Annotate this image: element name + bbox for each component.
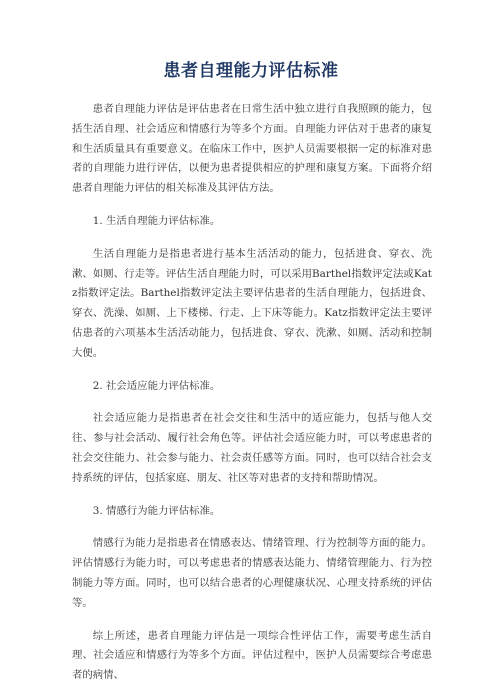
intro-paragraph: 患者自理能力评估是评估患者在日常生活中独立进行自我照顾的能力，包括生活自理、社会适应和情感行为等多个方面。自理能力评估对于患者的康复和生活质量具有重要意义。在临床工作中，医护人员需要根据一定的标准对患者的自理能力进行评估，以便为患者提供相应的护理和康复方案。下面将介绍患者自理能力评估的相关标准及其评估方法。 [72,103,432,195]
section-heading-1: 1. 生活自理能力评估标准。 [92,214,221,227]
section-paragraph-1: 生活自理能力是指患者进行基本生活活动的能力，包括进食、穿衣、洗漱、如厕、行走等。评估生活自理能力时，可以采用Barthel指数评定法或Katz指数评定法。Barthel指数评定法主要评估患者的生活自理能力，包括进食、穿衣、洗澡、如厕、上下楼梯、行走、上下床等能力。Katz指数评定法主要评估患者的六项基本生活活动能力，包括进食、穿衣、洗漱、如厕、活动和控制大便。 [72,247,432,359]
document-body [72,100,432,699]
document-title: 患者自理能力评估标准 [163,61,339,81]
section-heading-3: 3. 情感行为能力评估标准。 [92,504,221,517]
conclusion-paragraph: 综上所述，患者自理能力评估是一项综合性评估工作，需要考虑生活自理、社会适应和情感行为等多个方面。评估过程中，医护人员需要综合考虑患者的病情、 [72,629,432,682]
section-paragraph-3: 情感行为能力是指患者在情感表达、情绪管理、行为控制等方面的能力。评估情感行为能力时，可以考虑患者的情感表达能力、情绪管理能力、行为控制能力等方面。同时，也可以结合患者的心理健康状况、心理支持系统的评估等。 [72,537,432,609]
section-heading-2: 2. 社会适应能力评估标准。 [92,379,221,392]
section-paragraph-2: 社会适应能力是指患者在社会交往和生活中的适应能力，包括与他人交往、参与社会活动、履行社会角色等。评估社会适应能力时，可以考虑患者的社会交往能力、社会参与能力、社会责任感等方面。同时，也可以结合社会支持系统的评估，包括家庭、朋友、社区等对患者的支持和帮助情况。 [72,412,432,484]
